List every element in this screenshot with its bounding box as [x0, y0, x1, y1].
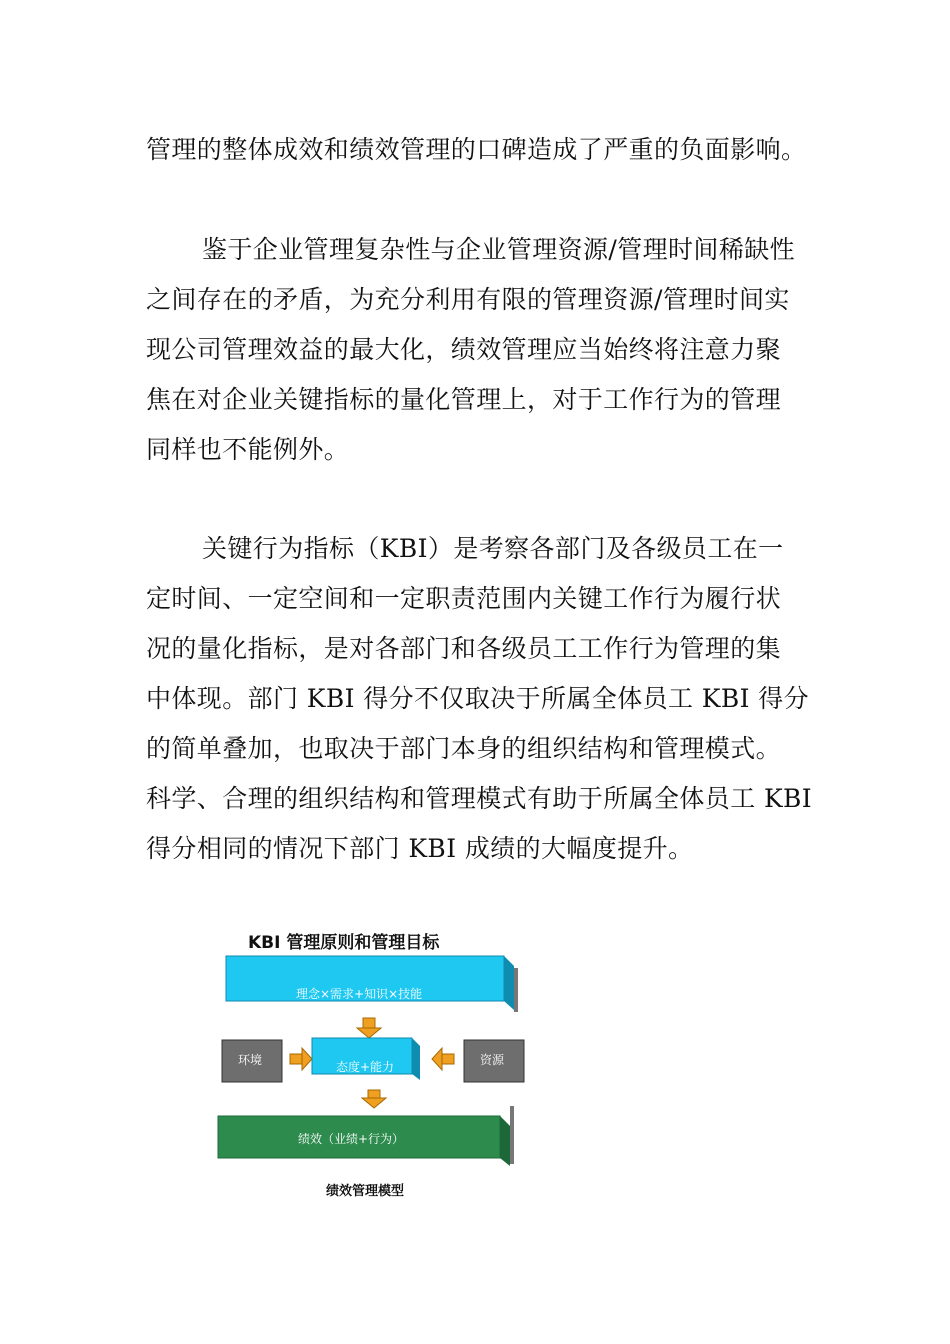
paragraph-line: 中体现。部门 KBI 得分不仅取决于所属全体员工 KBI 得分 — [146, 684, 810, 713]
paragraph-line: 关键行为指标（KBI）是考察各部门及各级员工在一 — [202, 534, 784, 563]
bottom-box-label: 绩效（业绩+行为） — [298, 1132, 405, 1146]
kbi-model-figure — [210, 922, 540, 1212]
arrow-down-icon — [362, 1090, 386, 1108]
paragraph-line: 鉴于企业管理复杂性与企业管理资源/管理时间稀缺性 — [202, 235, 796, 264]
arrow-left-icon — [432, 1048, 454, 1070]
paragraph-line: 同样也不能例外。 — [146, 435, 350, 464]
paragraph-line: 焦在对企业关键指标的量化管理上，对于工作行为的管理 — [146, 385, 782, 414]
arrow-down-icon — [357, 1018, 381, 1038]
right-box-label: 资源 — [480, 1053, 505, 1067]
paragraph-line: 现公司管理效益的最大化，绩效管理应当始终将注意力聚 — [146, 335, 782, 364]
paragraph-line: 定时间、一定空间和一定职责范围内关键工作行为履行状 — [146, 584, 782, 613]
figure-caption: 绩效管理模型 — [326, 1184, 405, 1199]
figure-title: KBI 管理原则和管理目标 — [248, 933, 440, 953]
arrow-right-icon — [290, 1048, 312, 1070]
paragraph-line: 的简单叠加，也取决于部门本身的组织结构和管理模式。 — [146, 734, 782, 763]
top-box-label: 理念×需求+知识×技能 — [296, 987, 423, 1001]
paragraph-line: 管理的整体成效和绩效管理的口碑造成了严重的负面影响。 — [146, 135, 807, 164]
center-box-label: 态度+能力 — [336, 1060, 395, 1074]
paragraph-line: 之间存在的矛盾，为充分利用有限的管理资源/管理时间实 — [146, 285, 790, 314]
paragraph-line: 得分相同的情况下部门 KBI 成绩的大幅度提升。 — [146, 834, 694, 863]
paragraph-line: 况的量化指标，是对各部门和各级员工工作行为管理的集 — [146, 634, 782, 663]
left-box-label: 环境 — [238, 1053, 263, 1067]
top-box — [226, 956, 518, 1012]
paragraph-line: 科学、合理的组织结构和管理模式有助于所属全体员工 KBI — [146, 784, 813, 813]
